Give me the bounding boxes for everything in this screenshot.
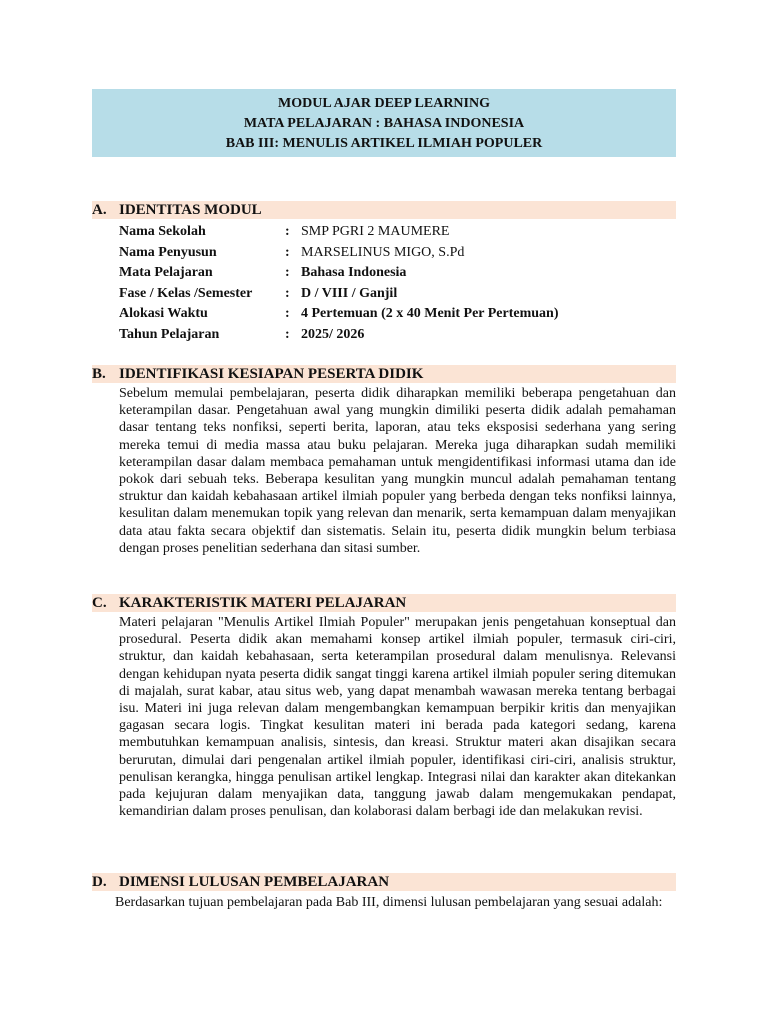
identity-label: Alokasi Waktu <box>119 306 208 322</box>
section-b-title: IDENTIFIKASI KESIAPAN PESERTA DIDIK <box>119 366 424 382</box>
identity-separator: : <box>285 224 290 239</box>
identity-separator: : <box>285 306 290 322</box>
section-a-letter: A. <box>92 202 107 218</box>
section-c-heading <box>92 594 676 612</box>
section-c-letter: C. <box>92 595 107 611</box>
title-line-chapter: BAB III: MENULIS ARTIKEL ILMIAH POPULER <box>225 136 543 151</box>
identity-label: Mata Pelajaran <box>119 265 213 281</box>
identity-value: D / VIII / Ganjil <box>301 285 398 301</box>
section-d-letter: D. <box>92 874 107 890</box>
document-title-box <box>92 89 676 157</box>
identity-label: Nama Penyusun <box>119 244 217 260</box>
title-line-module: MODUL AJAR DEEP LEARNING <box>278 96 490 111</box>
identity-separator: : <box>285 244 290 260</box>
identity-label: Fase / Kelas /Semester <box>119 285 253 301</box>
section-b-letter: B. <box>92 366 106 382</box>
section-d-title: DIMENSI LULUSAN PEMBELAJARAN <box>119 874 390 890</box>
section-d-body: Berdasarkan tujuan pembelajaran pada Bab III, dimensi lulusan pembelajaran yang sesuai adalah: <box>115 895 663 910</box>
identity-value: SMP PGRI 2 MAUMERE <box>301 224 450 239</box>
section-a-title: IDENTITAS MODUL <box>119 202 262 218</box>
identity-value: 4 Pertemuan (2 x 40 Menit Per Pertemuan) <box>301 306 559 322</box>
section-b-heading <box>92 365 676 383</box>
identity-value: 2025/ 2026 <box>301 326 365 342</box>
identity-separator: : <box>285 326 290 342</box>
section-c-body: Materi pelajaran "Menulis Artikel Ilmiah Populer" merupakan jenis pengetahuan konseptual dan prosedural. Peserta didik akan memahami konsep artikel ilmiah populer, termasuk ciri-ciri, struktur, dan kaidah kebahasaan, serta keterampilan prosedural dalam menulisnya. Relevansi dengan kehidupan nyata peserta didik sangat tinggi karena artikel ilmiah populer sering ditemukan di majalah, surat kabar, atau situs web, yang dapat menambah wawasan mereka tentang berbagai isu. Materi ini juga relevan dalam mengembangkan kemampuan berpikir kritis dan menyajikan gagasan secara logis. Tingkat kesulitan materi ini berada pada kategori sedang, karena membutuhkan kemampuan analisis, sintesis, dan kreasi. Struktur materi akan disajikan secara berurutan, dimulai dari pengenalan artikel ilmiah populer, identifikasi ciri-ciri, analisis struktur, penulisan kerangka, hingga penulisan artikel lengkap. Integrasi nilai dan karakter akan ditekankan pada kejujuran dalam menyajikan data, tanggung jawab dalam mengemukakan pendapat, kemandirian dalam proses penulisan, dan kolaborasi dalam berbagi ide dan melakukan revisi. <box>119 615 676 820</box>
identity-separator: : <box>285 285 290 301</box>
identity-separator: : <box>285 265 290 281</box>
identity-value: Bahasa Indonesia <box>301 265 407 281</box>
identity-label: Tahun Pelajaran <box>119 326 220 342</box>
section-b-body: Sebelum memulai pembelajaran, peserta didik diharapkan memiliki beberapa pengetahuan dan keterampilan dasar. Pengetahuan awal yang mungkin dimiliki peserta didik adalah pemahaman dasar tentang teks nonfiksi, seperti berita, laporan, atau teks eksposisi sederhana yang sering mereka temui di media massa atau buku pelajaran. Mereka juga diharapkan sudah memiliki keterampilan dasar dalam membaca pemahaman untuk mengidentifikasi informasi utama dan ide pokok dari sebuah teks. Beberapa kesulitan yang mungkin muncul adalah pemahaman tentang struktur dan kaidah kebahasaan artikel ilmiah populer yang berbeda dengan teks nonfiksi lainnya, kesulitan dalam menemukan topik yang relevan dan menarik, serta kemampuan dalam menyajikan data atau fakta secara objektif dan sistematis. Selain itu, peserta didik mungkin belum terbiasa dengan proses penelitian sederhana dan sitasi sumber. <box>119 386 676 556</box>
identity-value: MARSELINUS MIGO, S.Pd <box>301 244 465 260</box>
section-c-title: KARAKTERISTIK MATERI PELAJARAN <box>119 595 407 611</box>
title-line-subject: MATA PELAJARAN : BAHASA INDONESIA <box>243 116 525 131</box>
section-d-heading <box>92 873 676 891</box>
section-a-heading <box>92 201 676 219</box>
identity-label: Nama Sekolah <box>119 224 206 239</box>
